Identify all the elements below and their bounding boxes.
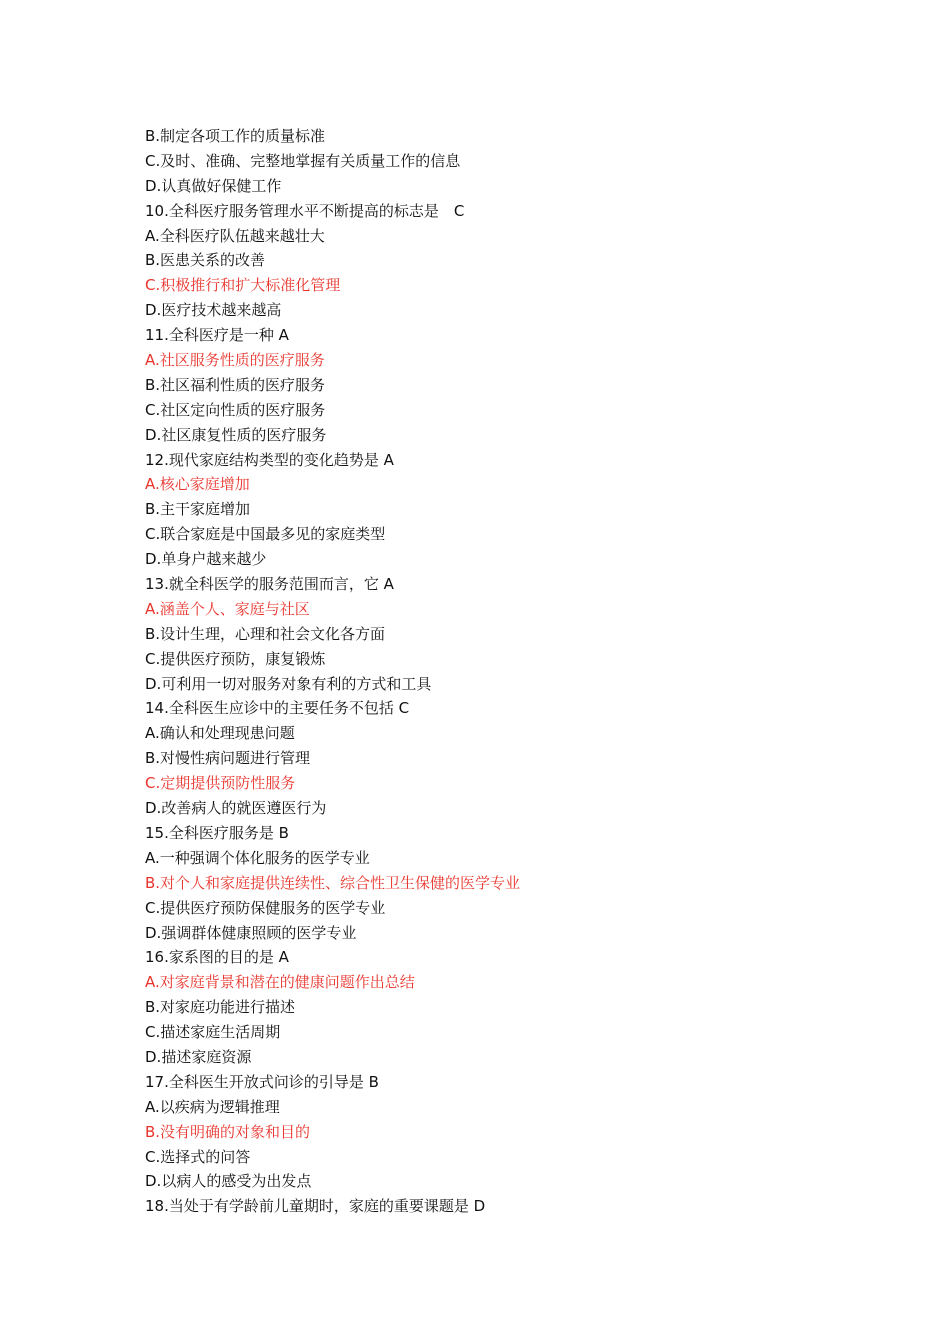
answer-option-line: A.对家庭背景和潜在的健康问题作出总结	[145, 973, 415, 992]
answer-option-line: B.没有明确的对象和目的	[145, 1122, 311, 1141]
question-line: 15.全科医疗服务是 B	[145, 823, 289, 842]
option-line: A.全科医疗队伍越来越壮大	[145, 226, 325, 245]
question-line: 18.当处于有学龄前儿童期时，家庭的重要课题是 D	[145, 1197, 486, 1216]
option-line: B.对家庭功能进行描述	[145, 998, 296, 1017]
option-line: A.以疾病为逻辑推理	[145, 1097, 280, 1116]
question-line: 17.全科医生开放式问诊的引导是 B	[145, 1072, 379, 1091]
answer-option-line: C.定期提供预防性服务	[145, 774, 296, 793]
option-line: A.一种强调个体化服务的医学专业	[145, 848, 370, 867]
answer-option-line: B.对个人和家庭提供连续性、综合性卫生保健的医学专业	[145, 873, 521, 892]
option-line: C.描述家庭生活周期	[145, 1023, 281, 1042]
option-line: D.改善病人的就医遵医行为	[145, 799, 327, 818]
option-line: C.提供医疗预防保健服务的医学专业	[145, 898, 386, 917]
option-line: C.提供医疗预防，康复锻炼	[145, 649, 326, 668]
option-line: A.确认和处理现患问题	[145, 724, 295, 743]
option-line: C.联合家庭是中国最多见的家庭类型	[145, 525, 386, 544]
option-line: D.医疗技术越来越高	[145, 301, 282, 320]
answer-option-line: A.涵盖个人、家庭与社区	[145, 599, 310, 618]
option-line: B.对慢性病问题进行管理	[145, 749, 311, 768]
option-line: C.及时、准确、完整地掌握有关质量工作的信息	[145, 151, 461, 170]
answer-option-line: C.积极推行和扩大标准化管理	[145, 276, 341, 295]
option-line: D.强调群体健康照顾的医学专业	[145, 923, 357, 942]
option-line: B.医患关系的改善	[145, 251, 266, 270]
option-line: D.描述家庭资源	[145, 1047, 252, 1066]
question-line: 10.全科医疗服务管理水平不断提高的标志是 C	[145, 201, 465, 220]
question-line: 12.现代家庭结构类型的变化趋势是 A	[145, 450, 394, 469]
option-line: C.选择式的问答	[145, 1147, 251, 1166]
option-line: B.制定各项工作的质量标准	[145, 127, 326, 145]
question-line: 14.全科医生应诊中的主要任务不包括 C	[145, 699, 410, 718]
option-line: D.认真做好保健工作	[145, 176, 282, 195]
answer-option-line: A.核心家庭增加	[145, 475, 250, 494]
option-line: B.社区福利性质的医疗服务	[145, 375, 326, 394]
option-line: D.单身户越来越少	[145, 550, 267, 569]
option-line: D.以病人的感受为出发点	[145, 1172, 312, 1191]
question-line: 16.家系图的目的是 A	[145, 948, 289, 967]
option-line: B.主干家庭增加	[145, 500, 251, 519]
answer-option-line: A.社区服务性质的医疗服务	[145, 351, 325, 370]
option-line: C.社区定向性质的医疗服务	[145, 400, 326, 419]
document-body	[145, 124, 905, 1219]
question-line: 11.全科医疗是一种 A	[145, 326, 289, 345]
option-line: D.社区康复性质的医疗服务	[145, 425, 327, 444]
option-line: B.设计生理，心理和社会文化各方面	[145, 624, 386, 643]
question-line: 13.就全科医学的服务范围而言，它 A	[145, 575, 394, 594]
option-line: D.可利用一切对服务对象有利的方式和工具	[145, 674, 432, 693]
